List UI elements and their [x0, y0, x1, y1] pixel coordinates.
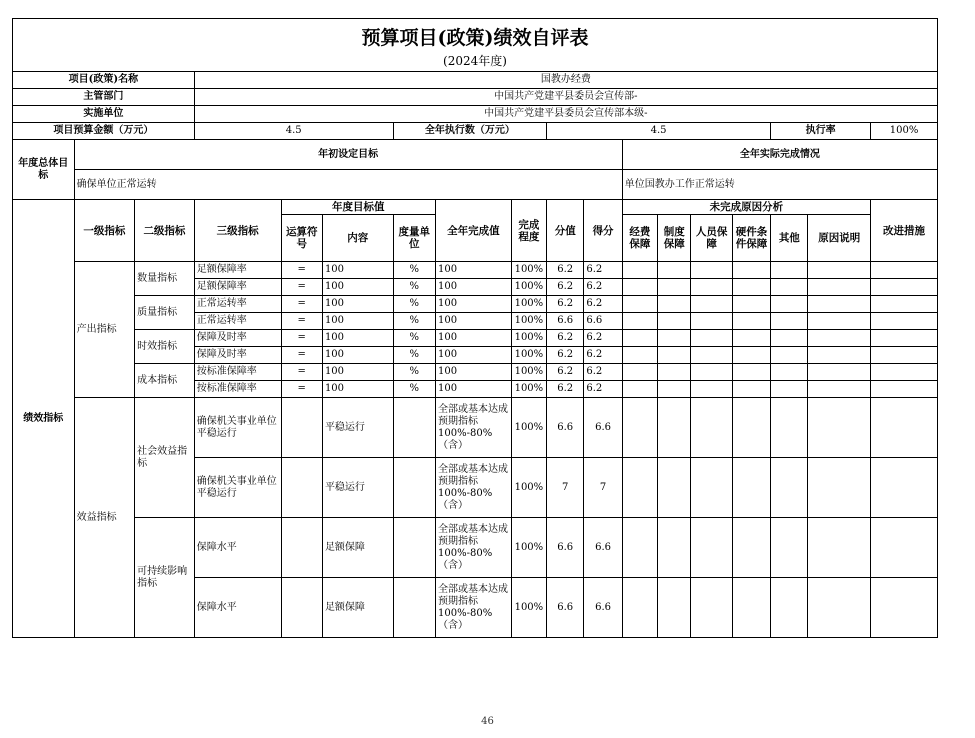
unit-cell: %: [393, 279, 435, 296]
level3-cell: 足额保障率: [194, 279, 281, 296]
impl-label: 实施单位: [13, 106, 195, 123]
score-value-cell: 6.6: [547, 313, 584, 330]
goal-header-row: [13, 140, 938, 170]
content-cell: 足额保障: [322, 518, 393, 578]
degree-cell: 100%: [511, 364, 546, 381]
content-cell: 100: [322, 330, 393, 347]
value-cell: 100: [436, 381, 512, 398]
score-cell: 6.2: [584, 330, 622, 347]
level3-cell: 保障及时率: [194, 347, 281, 364]
table-row: [13, 296, 938, 313]
project-name-value: 国教办经费: [194, 72, 937, 89]
content-cell: 平稳运行: [322, 458, 393, 518]
value-cell: 全部或基本达成预期指标100%-80%（含）: [436, 398, 512, 458]
level3-cell: 确保机关事业单位平稳运行: [194, 398, 281, 458]
degree-cell: 100%: [511, 279, 546, 296]
level3-cell: 保障及时率: [194, 330, 281, 347]
table-row: [13, 330, 938, 347]
level3-cell: 保障水平: [194, 578, 281, 638]
score-value-cell: 6.2: [547, 381, 584, 398]
degree-cell: 100%: [511, 398, 546, 458]
score-cell: 6.6: [584, 313, 622, 330]
dept-label: 主管部门: [13, 89, 195, 106]
rate-label: 执行率: [771, 123, 871, 140]
value-cell: 100: [436, 296, 512, 313]
level2-quantity: 数量指标: [135, 262, 195, 296]
project-name-row: [13, 72, 938, 89]
evaluation-sheet: [12, 18, 938, 638]
level2-quality: 质量指标: [135, 296, 195, 330]
level2-cost: 成本指标: [135, 364, 195, 398]
score-value-cell: 6.2: [547, 330, 584, 347]
page-number: 46: [481, 716, 494, 727]
unit-cell: %: [393, 313, 435, 330]
score-cell: 6.2: [584, 347, 622, 364]
score-value-cell: 6.2: [547, 296, 584, 313]
unit-cell: %: [393, 296, 435, 313]
score-cell: 6.6: [584, 398, 622, 458]
goal-content-row: [13, 170, 938, 200]
header-score: 得分: [584, 200, 622, 262]
operator-cell: =: [281, 279, 322, 296]
header-full-year: 全年完成值: [436, 200, 512, 262]
content-cell: 100: [322, 347, 393, 364]
table-row: [13, 262, 938, 279]
operator-cell: =: [281, 347, 322, 364]
content-cell: 100: [322, 364, 393, 381]
header-target: 年度目标值: [281, 200, 435, 215]
header-level1: 一级指标: [74, 200, 135, 262]
degree-cell: 100%: [511, 381, 546, 398]
degree-cell: 100%: [511, 458, 546, 518]
table-row: [13, 518, 938, 578]
value-cell: 100: [436, 330, 512, 347]
level2-timeliness: 时效指标: [135, 330, 195, 364]
score-value-cell: 6.6: [547, 578, 584, 638]
operator-cell: =: [281, 262, 322, 279]
level2-social: 社会效益指标: [135, 398, 195, 518]
impl-row: [13, 106, 938, 123]
value-cell: 全部或基本达成预期指标100%-80%（含）: [436, 518, 512, 578]
unit-cell: %: [393, 347, 435, 364]
goal-initial-value: 确保单位正常运转: [74, 170, 622, 200]
value-cell: 100: [436, 313, 512, 330]
content-cell: 100: [322, 296, 393, 313]
content-cell: 100: [322, 313, 393, 330]
unit-cell: %: [393, 330, 435, 347]
score-value-cell: 6.2: [547, 262, 584, 279]
unit-cell: %: [393, 364, 435, 381]
unit-cell: %: [393, 381, 435, 398]
header-score-value: 分值: [547, 200, 584, 262]
header-degree: 完成程度: [511, 200, 546, 262]
degree-cell: 100%: [511, 578, 546, 638]
degree-cell: 100%: [511, 296, 546, 313]
header-reason-other: 其他: [771, 215, 808, 262]
operator-cell: =: [281, 296, 322, 313]
unit-cell: %: [393, 262, 435, 279]
degree-cell: 100%: [511, 330, 546, 347]
operator-cell: =: [281, 330, 322, 347]
header-reason-staff: 人员保障: [691, 215, 732, 262]
level3-cell: 按标准保障率: [194, 364, 281, 381]
operator-cell: =: [281, 364, 322, 381]
header-level2: 二级指标: [135, 200, 195, 262]
score-value-cell: 7: [547, 458, 584, 518]
goal-label: 年度总体目标: [13, 140, 75, 200]
title-box: [12, 18, 938, 71]
header-reason-funding: 经费保障: [622, 215, 657, 262]
report-year: (2024年度): [443, 54, 507, 68]
exec-value: 4.5: [547, 123, 771, 140]
score-cell: 6.2: [584, 364, 622, 381]
operator-cell: =: [281, 381, 322, 398]
header-reason-system: 制度保障: [658, 215, 691, 262]
score-value-cell: 6.6: [547, 398, 584, 458]
operator-cell: =: [281, 313, 322, 330]
goal-initial-label: 年初设定目标: [74, 140, 622, 170]
value-cell: 100: [436, 364, 512, 381]
score-value-cell: 6.6: [547, 518, 584, 578]
header-reason: 未完成原因分析: [622, 200, 870, 215]
level3-cell: 保障水平: [194, 518, 281, 578]
goal-actual-label: 全年实际完成情况: [622, 140, 937, 170]
project-name-label: 项目(政策)名称: [13, 72, 195, 89]
level2-sustain: 可持续影响指标: [135, 518, 195, 638]
table-row: [13, 398, 938, 458]
degree-cell: 100%: [511, 518, 546, 578]
budget-row: [13, 123, 938, 140]
level3-cell: 正常运转率: [194, 296, 281, 313]
content-cell: 100: [322, 381, 393, 398]
score-cell: 6.2: [584, 381, 622, 398]
header-reason-desc: 原因说明: [808, 215, 871, 262]
level3-cell: 按标准保障率: [194, 381, 281, 398]
budget-label: 项目预算金额（万元）: [13, 123, 195, 140]
indicator-header-row-1: [13, 200, 938, 215]
value-cell: 100: [436, 262, 512, 279]
exec-label: 全年执行数（万元）: [393, 123, 546, 140]
level3-cell: 足额保障率: [194, 262, 281, 279]
content-cell: 100: [322, 279, 393, 296]
score-value-cell: 6.2: [547, 347, 584, 364]
budget-value: 4.5: [194, 123, 393, 140]
header-unit: 度量单位: [393, 215, 435, 262]
evaluation-table: [12, 71, 938, 638]
score-cell: 6.2: [584, 279, 622, 296]
table-row: [13, 364, 938, 381]
content-cell: 平稳运行: [322, 398, 393, 458]
level3-cell: 确保机关事业单位平稳运行: [194, 458, 281, 518]
score-cell: 6.2: [584, 262, 622, 279]
value-cell: 全部或基本达成预期指标100%-80%（含）: [436, 578, 512, 638]
degree-cell: 100%: [511, 313, 546, 330]
score-cell: 6.6: [584, 518, 622, 578]
score-value-cell: 6.2: [547, 364, 584, 381]
score-value-cell: 6.2: [547, 279, 584, 296]
level1-effect: 效益指标: [74, 398, 135, 638]
impl-value: 中国共产党建平县委员会宣传部本级-: [194, 106, 937, 123]
page-title: 预算项目(政策)绩效自评表: [361, 27, 589, 49]
header-content: 内容: [322, 215, 393, 262]
content-cell: 足额保障: [322, 578, 393, 638]
perf-indicator-label: 绩效指标: [13, 200, 75, 638]
score-cell: 6.6: [584, 578, 622, 638]
rate-value: 100%: [871, 123, 938, 140]
level3-cell: 正常运转率: [194, 313, 281, 330]
score-cell: 7: [584, 458, 622, 518]
score-cell: 6.2: [584, 296, 622, 313]
goal-actual-value: 单位国教办工作正常运转: [622, 170, 937, 200]
header-operator: 运算符号: [281, 215, 322, 262]
value-cell: 100: [436, 347, 512, 364]
dept-row: [13, 89, 938, 106]
level1-output: 产出指标: [74, 262, 135, 398]
header-improve: 改进措施: [871, 200, 938, 262]
header-reason-hardware: 硬件条件保障: [732, 215, 770, 262]
degree-cell: 100%: [511, 262, 546, 279]
dept-value: 中国共产党建平县委员会宣传部-: [194, 89, 937, 106]
header-level3: 三级指标: [194, 200, 281, 262]
value-cell: 100: [436, 279, 512, 296]
content-cell: 100: [322, 262, 393, 279]
value-cell: 全部或基本达成预期指标100%-80%（含）: [436, 458, 512, 518]
degree-cell: 100%: [511, 347, 546, 364]
